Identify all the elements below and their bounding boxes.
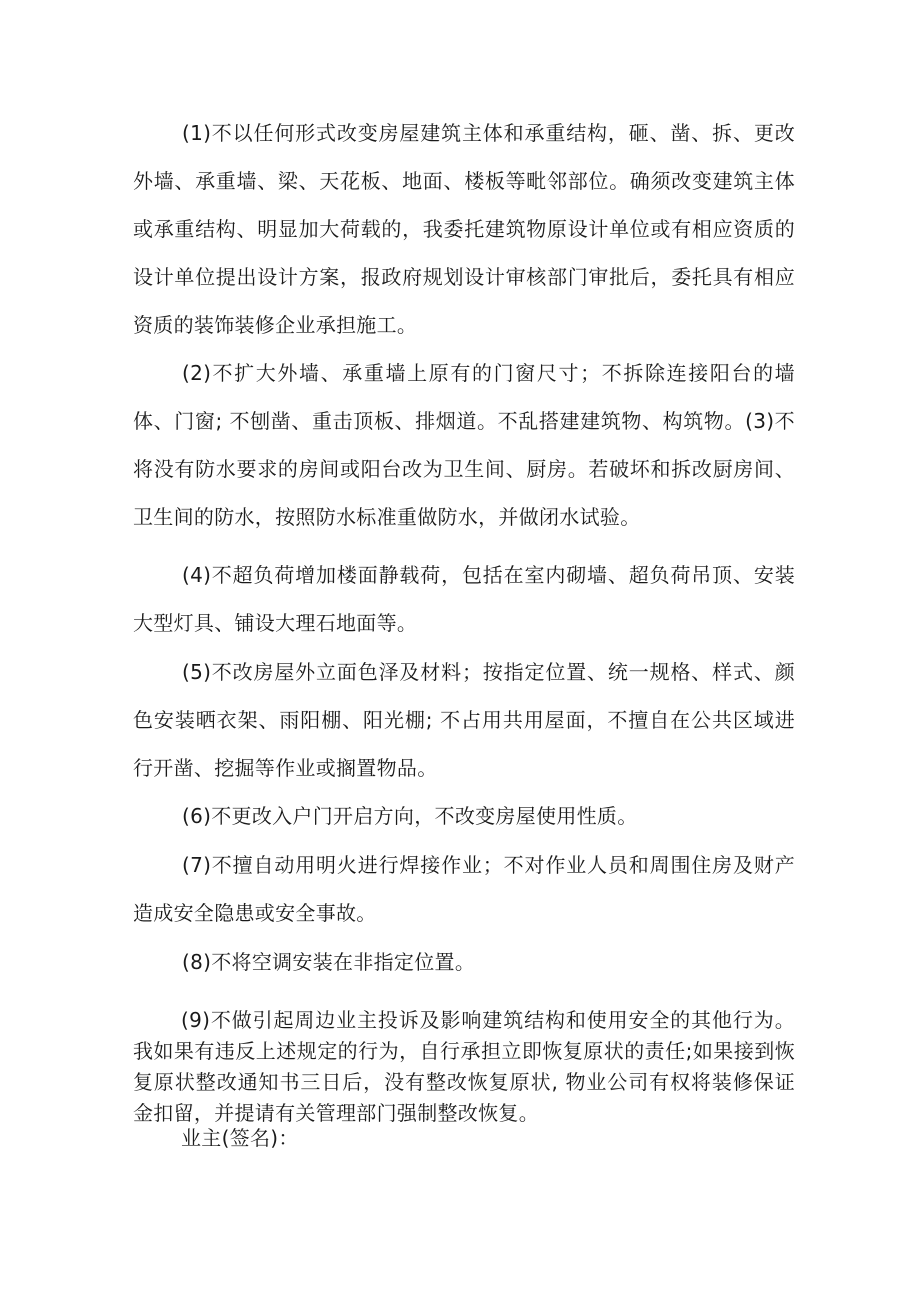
clause-7: (7)不擅自动用明火进行焊接作业；不对作业人员和周围住房及财产造成安全隐患或安全事故。 — [133, 853, 795, 925]
clause-8: (8)不将空调安装在非指定位置。 — [182, 950, 476, 974]
clause-4: (4)不超负荷增加楼面静载荷，包括在室内砌墙、超负荷吊顶、安装大型灯具、铺设大理石地面等。 — [133, 563, 795, 635]
clause-9: (9)不做引起周边业主投诉及影响建筑结构和使用安全的其他行为。我如果有违反上述规定的行为，自行承担立即恢复原状的责任;如果接到恢复原状整改通知书三日后，没有整改恢复原状, 物业公司有权将装修保证金扣留，并提请有关管理部门强制整改恢复。 — [133, 1008, 795, 1125]
clause-1: (1)不以任何形式改变房屋建筑主体和承重结构，砸、凿、拆、更改外墙、承重墙、梁、天花板、地面、楼板等毗邻部位。确须改变建筑主体或承重结构、明显加大荷载的，我委托建筑物原设计单位或有相应资质的设计单位提出设计方案，报政府规划设计审核部门审批后，委托具有相应资质的装饰装修企业承担施工。 — [133, 121, 795, 337]
owner-signature-label: 业主(签名)： — [181, 1126, 299, 1150]
clause-6: (6)不更改入户门开启方向，不改变房屋使用性质。 — [182, 804, 638, 828]
clause-2-3: (2)不扩大外墙、承重墙上原有的门窗尺寸；不拆除连接阳台的墙体、门窗; 不刨凿、重击顶板、排烟道。不乱搭建建筑物、构筑物。(3)不将没有防水要求的房间或阳台改为卫生间、厨房。若破坏和拆改厨房间、卫生间的防水，按照防水标准重做防水，并做闭水试验。 — [133, 361, 795, 529]
clause-5: (5)不改房屋外立面色泽及材料；按指定位置、统一规格、样式、颜色安装晒衣架、雨阳棚、阳光棚; 不占用共用屋面，不擅自在公共区域进行开凿、挖掘等作业或搁置物品。 — [133, 660, 795, 780]
